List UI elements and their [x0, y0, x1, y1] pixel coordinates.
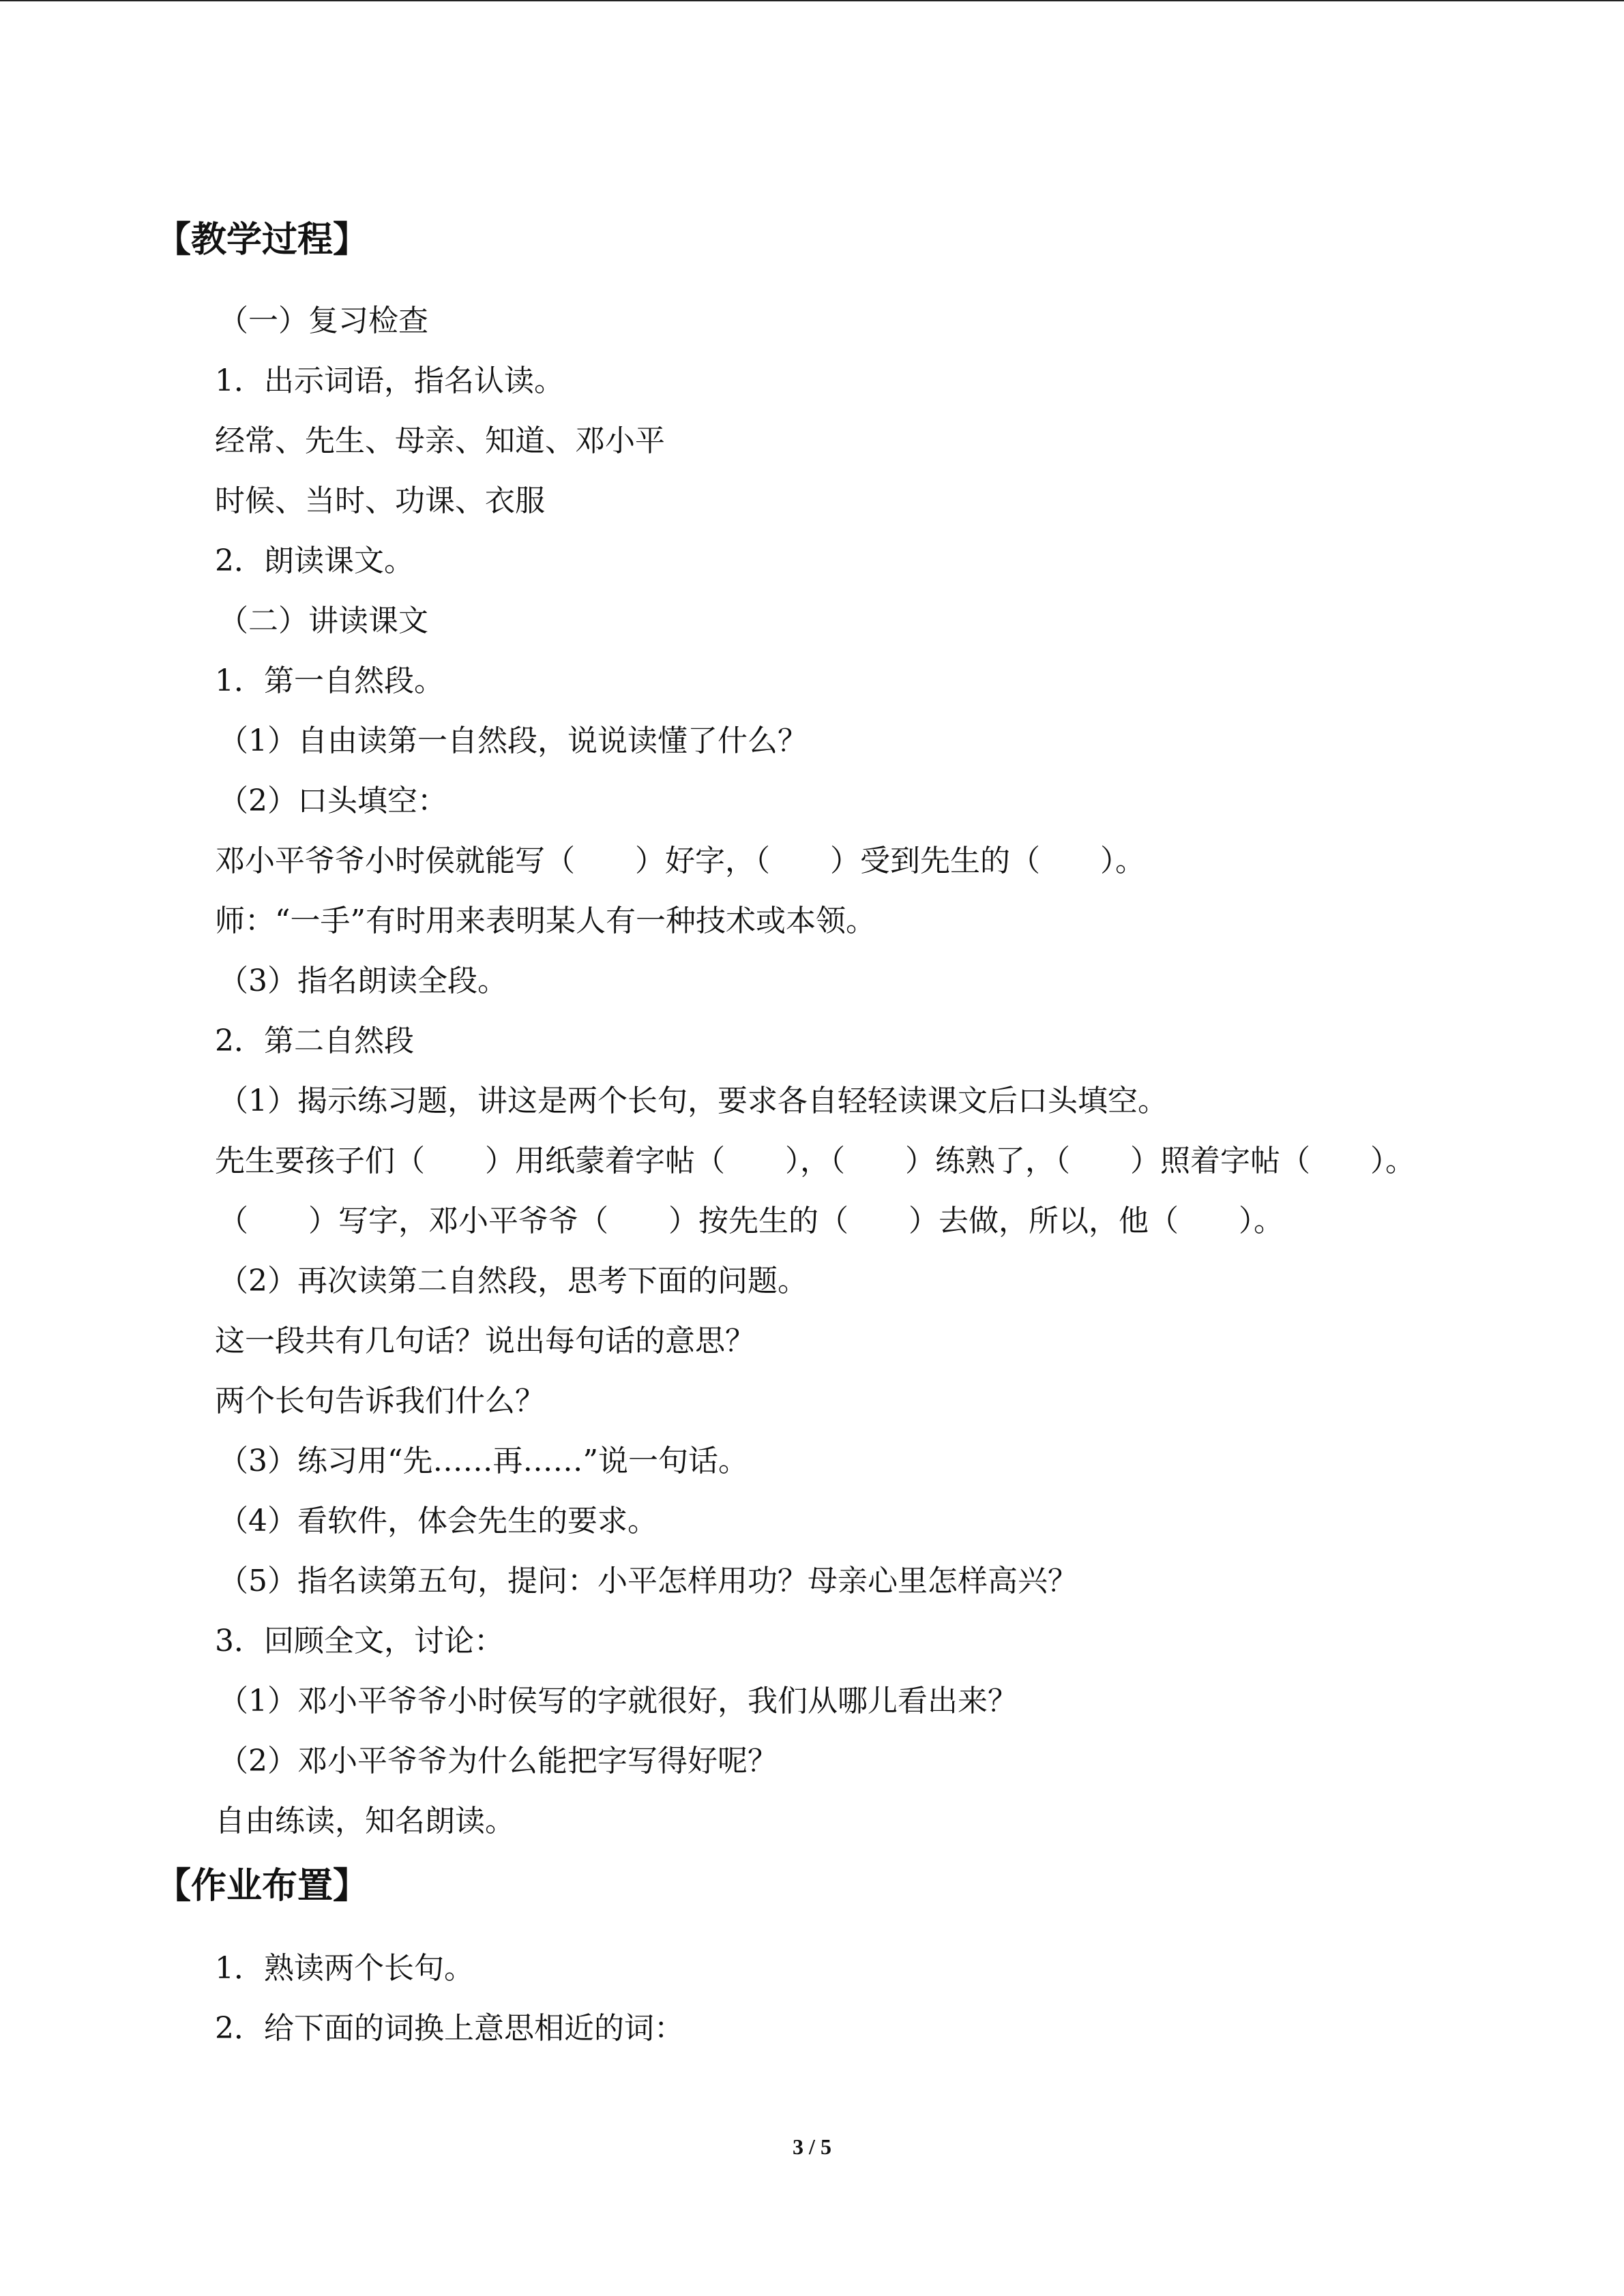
body-line-26: 自由练读，知名朗读。: [215, 1804, 515, 1838]
body-line-10: 邓小平爷爷小时侯就能写（ ）好字，（ ）受到先生的（ ）。: [215, 844, 1145, 878]
body-line-6: （二）讲读课文: [218, 603, 428, 638]
body-line-25: （2）邓小平爷爷为什么能把字写得好呢？: [218, 1744, 778, 1778]
body-line-9: （2）口头填空：: [218, 784, 447, 818]
body-line-22: （5）指名读第五句，提问：小平怎样用功？母亲心里怎样高兴？: [218, 1564, 1078, 1598]
homework-line-1: 1．熟读两个长句。: [215, 1951, 474, 1986]
section-heading-homework: 【作业布置】: [156, 1866, 369, 1907]
page-number: 3 / 5: [793, 2134, 831, 2159]
body-line-17: （2）再次读第二自然段，思考下面的问题。: [218, 1264, 808, 1298]
body-line-7: 1．第一自然段。: [215, 664, 444, 698]
body-line-5: 2．朗读课文。: [215, 543, 414, 578]
body-line-13: 2．第二自然段: [215, 1024, 414, 1058]
body-line-1: （一）复习检查: [218, 303, 428, 338]
body-line-21: （4）看软件，体会先生的要求。: [218, 1504, 658, 1538]
body-line-15: 先生要孩子们（ ）用纸蒙着字帖（ ），（ ）练熟了，（ ）照着字帖（ ）。: [215, 1144, 1415, 1178]
body-line-8: （1）自由读第一自然段，说说读懂了什么？: [218, 724, 808, 758]
body-line-2: 1．出示词语，指名认读。: [215, 363, 564, 398]
body-line-23: 3．回顾全文，讨论：: [215, 1624, 504, 1658]
body-line-20: （3）练习用“先……再……”说一句话。: [218, 1444, 748, 1478]
body-line-16: （ ）写字，邓小平爷爷（ ）按先生的（ ）去做，所以，他（ ）。: [218, 1204, 1284, 1238]
body-line-24: （1）邓小平爷爷小时侯写的字就很好，我们从哪儿看出来？: [218, 1684, 1018, 1718]
body-line-12: （3）指名朗读全段。: [218, 964, 507, 998]
section-heading-teaching-process: 【教学过程】: [156, 220, 369, 260]
body-line-19: 两个长句告诉我们什么？: [215, 1384, 545, 1418]
body-line-18: 这一段共有几句话？说出每句话的意思？: [215, 1324, 755, 1358]
top-border-line: [0, 0, 1624, 1]
homework-line-2: 2．给下面的词换上意思相近的词：: [215, 2011, 684, 2046]
body-line-11: 师：“一手”有时用来表明某人有一种技术或本领。: [215, 904, 876, 938]
body-line-14: （1）揭示练习题，讲这是两个长句，要求各自轻轻读课文后口头填空。: [218, 1084, 1168, 1118]
body-line-3: 经常、先生、母亲、知道、邓小平: [215, 423, 665, 458]
body-line-4: 时候、当时、功课、衣服: [215, 483, 545, 518]
